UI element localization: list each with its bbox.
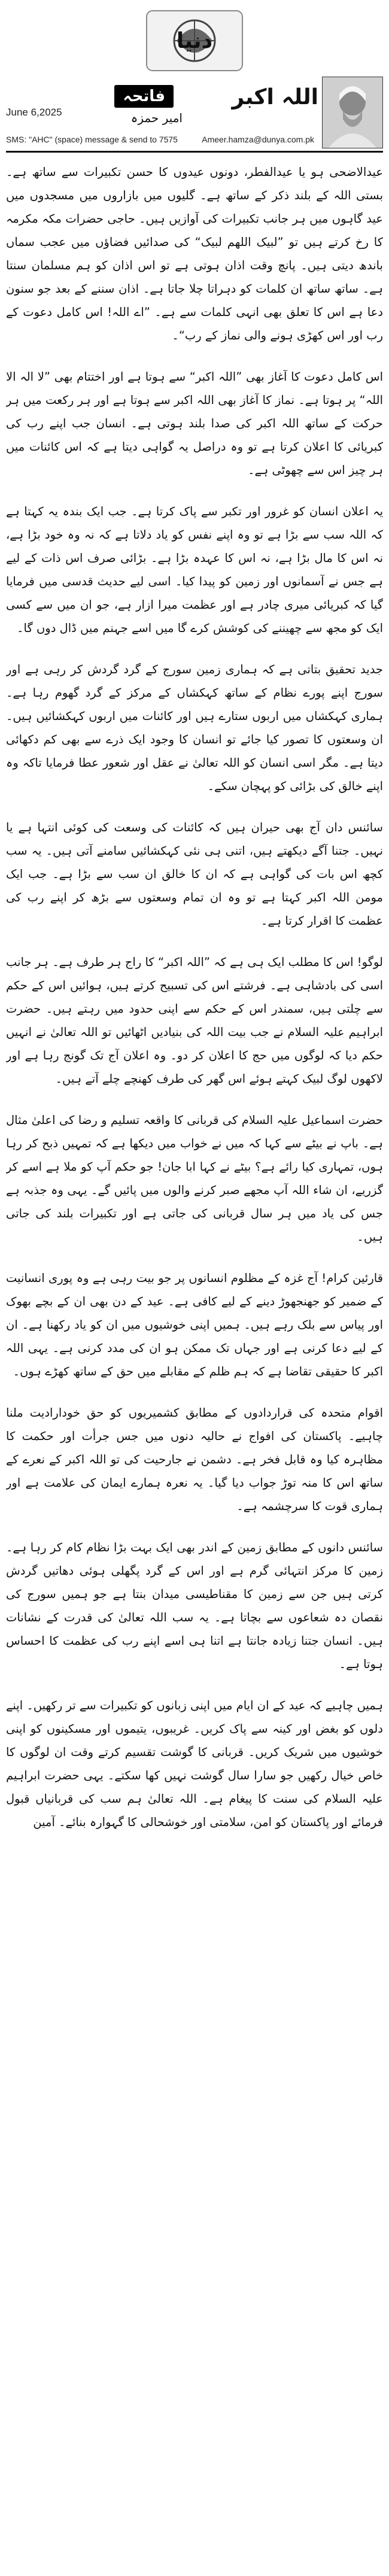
masthead xyxy=(0,0,389,162)
paragraph: اس کامل دعوت کا آغاز بھی ”اللہ اکبر“ سے ہوتا ہے اور اختتام بھی ”لا الہ الا اللہ“ پر ہوتا ہے۔ نماز کا آغاز بھی اللہ اکبر سے ہوتا ہے اور ہر رکعت میں ہر حرکت کے ساتھ اللہ اکبر کی صدا بلند ہوتی ہے۔ انسان جب اپنے رب کی کبریائی کا اعلان کرتا ہے تو وہ دراصل یہ گواہی دیتا ہے کہ اس کائنات میں ہر چیز اس سے چھوٹی ہے۔ xyxy=(6,370,383,477)
paragraph: عیدالاضحی ہو یا عیدالفطر، دونوں عیدوں کا حسن تکبیرات سے ساتھ ہے۔ بستی اللہ کے بلند ذکر کے ساتھ ہے۔ گلیوں میں بازاروں میں مسجدوں میں عید گاہوں میں ہر جانب تکبیرات کی آوازیں ہیں۔ حاجی حضرات مکہ مکرمہ کا رخ کرتے ہیں تو ”لبیک اللھم لبیک“ کی صدائیں فضاؤں میں عجب سماں باندھ دیتی ہیں۔ پانچ وقت اذان ہوتی ہے تو اس اذان کو ہم مسلمان سنتا ہے۔ ساتھ ساتھ ان کلمات کو دہراتا چلا جاتا ہے۔ اذان سننے کے بعد جو سنون دعا ہے اس کا تعلق بھی انہی کلمات سے ہے۔ ”اے اللہ! اس کامل دعوت کے رب اور اس کھڑی ہونے والی نماز کے رب“۔ xyxy=(6,165,383,342)
column-title: اللہ اکبر xyxy=(232,85,318,110)
publish-date: June 6,2025 xyxy=(6,107,62,118)
paragraph: یہ اعلان انسان کو غرور اور تکبر سے پاک کرتا ہے۔ جب ایک بندہ یہ کہتا ہے کہ اللہ سب سے بڑا ہے تو وہ اپنے نفس کو یاد دلاتا ہے کہ نہ وہ خود بڑا ہے، نہ اس کا مال بڑا ہے، نہ اس کا عہدہ بڑا ہے۔ بڑائی صرف اس ذات کے لیے ہے جس نے آسمانوں اور زمین کو پیدا کیا۔ اسی لیے حدیث قدسی میں فرمایا گیا کہ کبریائی میری چادر ہے اور عظمت میرا ازار ہے، جو ان میں سے کسی ایک کو مجھ سے چھیننے کی کوشش کرے گا میں اسے جہنم میں ڈال دوں گا۔ xyxy=(6,505,383,635)
header-divider xyxy=(6,151,383,153)
logo-lettering: دنیا xyxy=(176,29,213,53)
paragraph: سائنس دانوں کے مطابق زمین کے اندر بھی ایک بہت بڑا نظام کام کر رہا ہے۔ زمین کا مرکز انتہائی گرم ہے اور اس کے گرد پگھلی ہوئی دھاتیں گردش کرتی ہیں جن سے زمین کا مقناطیسی میدان بنتا ہے جو ہمیں سورج کی نقصان دہ شعاعوں سے بچاتا ہے۔ یہ سب اللہ تعالیٰ کی قدرت کے نشانات ہیں۔ انسان جتنا زیادہ جانتا ہے اتنا ہی اسے اپنے رب کی عظمت کا احساس ہوتا ہے۔ xyxy=(6,1541,383,1671)
paragraph: حضرت اسماعیل علیہ السلام کی قربانی کا واقعہ تسلیم و رضا کی اعلیٰ مثال ہے۔ باپ نے بیٹے سے کہا کہ میں نے خواب میں دیکھا ہے کہ تمہیں ذبح کر رہا ہوں، تمہاری کیا رائے ہے؟ بیٹے نے کہا ابا جان! جو حکم آپ کو ملا ہے اسے کر گزریے، ان شاء اللہ آپ مجھے صبر کرنے والوں میں پائیں گے۔ یہی وہ جذبہ ہے جس کی یاد میں ہر سال قربانی کی جاتی ہے اور تکبیرات بلند کی جاتی ہیں۔ xyxy=(6,1113,383,1244)
paragraph: قارئین کرام! آج غزہ کے مظلوم انسانوں پر جو بیت رہی ہے وہ پوری انسانیت کے ضمیر کو جھنجھوڑ دینے کے لیے کافی ہے۔ عید کے دن بھی ان کے بچے بھوک اور پیاس سے بلک رہے ہیں۔ ہمیں اپنی خوشیوں میں ان کو یاد رکھنا ہے۔ ان کے لیے دعا کرنی ہے اور جہاں تک ممکن ہو ان کی مدد کرنی ہے۔ یہی اللہ اکبر کا حقیقی تقاضا ہے کہ ہم ظلم کے مقابلے میں حق کے ساتھ کھڑے ہوں۔ xyxy=(6,1271,383,1378)
column-name-badge: فاتحہ xyxy=(114,85,174,108)
paragraph: لوگو! اس کا مطلب ایک ہی ہے کہ ”اللہ اکبر“ کا راج ہر طرف ہے۔ ہر جانب اسی کی بادشاہی ہے۔ فرشتے اس کی تسبیح کرتے ہیں، ہوائیں اس کے حکم سے چلتی ہیں، سمندر اس کے حکم سے اپنی حدود میں رہتے ہیں۔ حضرت ابراہیم علیہ السلام نے جب بیت اللہ کی بنیادیں اٹھائیں تو اللہ تعالیٰ نے انہیں حکم دیا کہ لوگوں میں حج کا اعلان کر دو۔ وہ اعلان آج تک گونج رہا ہے اور لاکھوں لوگ لبیک کہتے ہوئے اس گھر کی طرف کھنچے چلے آتے ہیں۔ xyxy=(6,955,383,1086)
dunya-logo xyxy=(141,5,248,77)
paragraph: اقوام متحدہ کی قراردادوں کے مطابق کشمیریوں کو حق خودارادیت ملنا چاہیے۔ پاکستان کی افواج نے حالیہ دنوں میں جس جرأت اور حکمت کا مظاہرہ کیا وہ قابل فخر ہے۔ دشمن نے جارحیت کی تو اللہ اکبر کے نعرے کے ساتھ اس کا منہ توڑ جواب دیا گیا۔ یہ نعرہ ہمارے ایمان کی علامت ہے اور ہماری قوت کا سرچشمہ ہے۔ xyxy=(6,1406,383,1513)
dunya-logo-mark xyxy=(141,5,248,77)
paragraph: جدید تحقیق بتاتی ہے کہ ہماری زمین سورج کے گرد گردش کر رہی ہے اور سورج اپنے پورے نظام کے ساتھ کہکشاں کے مرکز کے گرد گھوم رہا ہے۔ ہماری کہکشاں میں اربوں ستارے ہیں اور کائنات میں اربوں کہکشائیں ہیں۔ ان وسعتوں کا تصور کیا جائے تو انسان کا وجود ایک ذرے سے بھی کم دکھائی دیتا ہے۔ مگر اسی انسان کو اللہ تعالیٰ نے عقل اور شعور عطا فرمایا تاکہ وہ اپنے خالق کی بڑائی کو پہچان سکے۔ xyxy=(6,663,383,793)
author-name: امیر حمزہ xyxy=(130,111,183,125)
sms-instructions: SMS: "AHC" (space) message & send to 7575 xyxy=(6,135,178,144)
paragraph: ہمیں چاہیے کہ عید کے ان ایام میں اپنی زبانوں کو تکبیرات سے تر رکھیں۔ اپنے دلوں کو بغض اور کینہ سے پاک کریں۔ غریبوں، یتیموں اور مسکینوں کو اپنی خوشیوں میں شریک کریں۔ قربانی کا گوشت تقسیم کرتے وقت ان لوگوں کا خاص خیال رکھیں جو سارا سال گوشت نہیں کھا سکتے۔ یہی حضرت ابراہیم علیہ السلام کی سنت کا پیغام ہے۔ اللہ تعالیٰ ہم سب کی قربانیاں قبول فرمائے اور پاکستان کو امن، سلامتی اور خوشحالی کا گہوارہ بنائے۔ آمین xyxy=(6,1699,383,1829)
article-body xyxy=(6,160,383,2569)
author-email[interactable]: Ameer.hamza@dunya.com.pk xyxy=(202,135,314,144)
author-portrait xyxy=(322,77,383,148)
paragraph: سائنس دان آج بھی حیران ہیں کہ کائنات کی وسعت کی کوئی انتہا ہے یا نہیں۔ جتنا آگے دیکھتے ہیں، اتنی ہی نئی کہکشائیں سامنے آتی ہیں۔ یہ سب کچھ اس بات کی گواہی ہے کہ ان کا خالق ان سب سے بڑا ہے۔ جب ایک مومن اللہ اکبر کہتا ہے تو وہ ان تمام وسعتوں سے بڑھ کر اپنے رب کی عظمت کا اقرار کرتا ہے۔ xyxy=(6,821,383,928)
author-portrait-icon xyxy=(323,77,382,148)
